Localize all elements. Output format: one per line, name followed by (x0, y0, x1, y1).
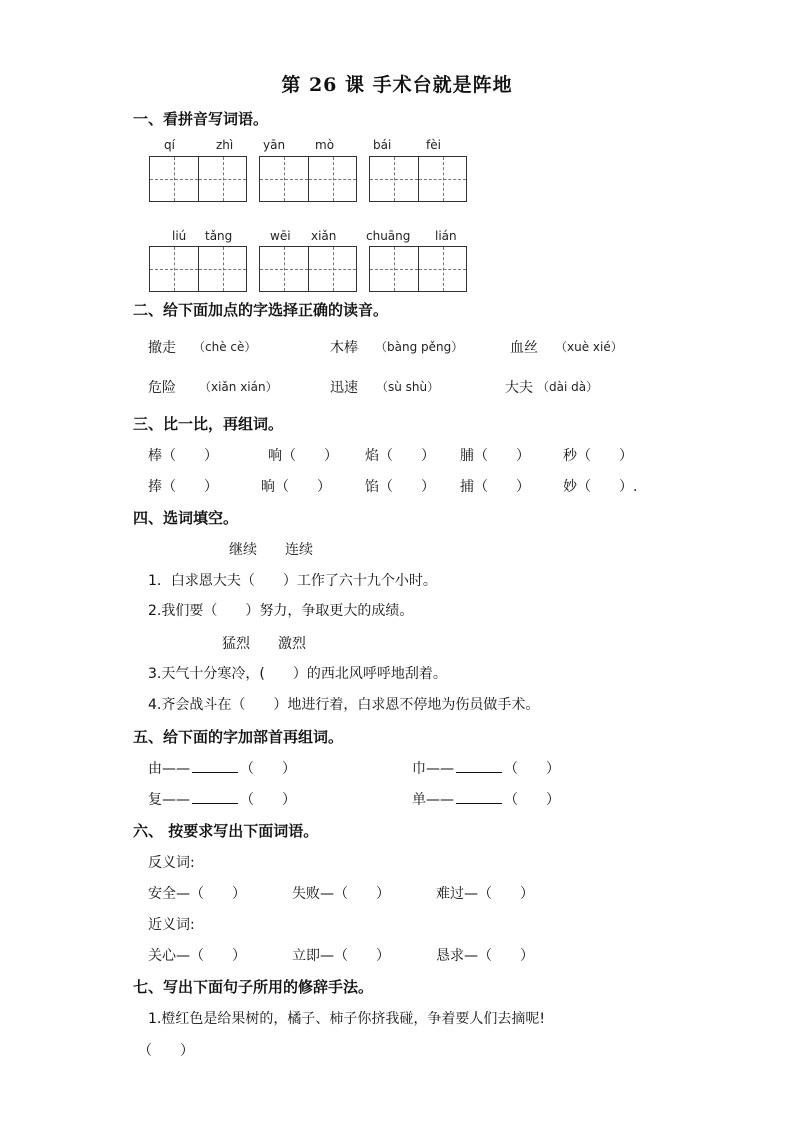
answer-paren[interactable]: （ ） (504, 761, 560, 777)
compare-item[interactable]: 脯（ ） (460, 448, 530, 464)
question[interactable]: 2.我们要（ ）努力，争取更大的成绩。 (148, 603, 414, 619)
section-2-heading: 二、给下面加点的字选择正确的读音。 (133, 301, 389, 319)
answer-paren[interactable]: （ ） (240, 792, 296, 808)
reading-word: 撤走 (148, 340, 176, 356)
compare-item[interactable]: 响（ ） (268, 448, 338, 464)
radical-item[interactable] (148, 789, 296, 809)
radical-item[interactable] (412, 789, 560, 809)
pinyin: bái (373, 138, 392, 152)
synonym-item[interactable]: 关心—（ ） (148, 948, 246, 964)
pinyin: tǎng (205, 229, 233, 243)
section-3-heading: 三、比一比，再组词。 (133, 415, 284, 433)
section-1-heading: 一、看拼音写词语。 (133, 110, 269, 128)
synonym-item[interactable]: 立即—（ ） (292, 948, 390, 964)
reading-word: 大夫 (505, 380, 533, 396)
question[interactable]: 1．白求恩大夫（ ）工作了六十九个小时。 (148, 573, 437, 589)
reading-word: 迅速 (330, 380, 358, 396)
antonym-label: 反义词: (148, 855, 195, 871)
pinyin: chuāng (366, 229, 411, 243)
answer-paren[interactable]: （ ） (138, 1043, 194, 1059)
radical-char: 单—— (412, 792, 454, 808)
pinyin: yān (263, 138, 286, 152)
compare-item[interactable]: 晌（ ） (261, 479, 331, 495)
section-5-heading: 五、给下面的字加部首再组词。 (133, 728, 344, 746)
question[interactable]: 4.齐会战斗在（ ）地进行着，白求恩不停地为伤员做手术。 (148, 697, 540, 713)
synonym-item[interactable]: 恳求—（ ） (436, 948, 534, 964)
compare-item[interactable]: 捕（ ） (460, 479, 530, 495)
radical-char: 巾—— (412, 761, 454, 777)
writing-grid[interactable] (369, 156, 467, 202)
radical-item[interactable] (412, 758, 560, 778)
word-choices: 猛烈 激烈 (222, 636, 306, 652)
compare-item[interactable]: 妙（ ）. (563, 479, 638, 495)
reading-word: 危险 (148, 380, 176, 396)
reading-options[interactable]: （sù shù） (376, 380, 440, 394)
answer-blank[interactable] (456, 789, 502, 804)
radical-char: 复—— (148, 792, 190, 808)
reading-options[interactable]: （dài dà） (537, 380, 599, 394)
antonym-item[interactable]: 失败—（ ） (292, 886, 390, 902)
question: 1.橙红色是给果树的，橘子、柿子你挤我碰，争着要人们去摘呢! (148, 1011, 545, 1027)
radical-item[interactable] (148, 758, 296, 778)
section-7-heading: 七、写出下面句子所用的修辞手法。 (133, 978, 374, 996)
writing-grid[interactable] (259, 156, 357, 202)
pinyin: zhì (216, 138, 234, 152)
reading-options[interactable]: （xuè xié） (555, 340, 623, 354)
reading-word: 血丝 (510, 340, 538, 356)
pinyin: liú (172, 229, 187, 243)
compare-item[interactable]: 捧（ ） (148, 479, 218, 495)
reading-options[interactable]: （bàng pěng） (375, 340, 464, 354)
answer-paren[interactable]: （ ） (504, 792, 560, 808)
antonym-item[interactable]: 难过—（ ） (436, 886, 534, 902)
pinyin: mò (315, 138, 335, 152)
answer-blank[interactable] (192, 789, 238, 804)
pinyin: fèi (426, 138, 441, 152)
writing-grid[interactable] (259, 246, 357, 292)
writing-grid[interactable] (149, 156, 247, 202)
compare-item[interactable]: 棒（ ） (148, 448, 218, 464)
reading-options[interactable]: （xiǎn xián） (199, 380, 278, 394)
pinyin: wēi (270, 229, 291, 243)
antonym-item[interactable]: 安全—（ ） (148, 886, 246, 902)
question[interactable]: 3.天气十分寒冷，( ）的西北风呼呼地刮着。 (148, 666, 447, 682)
compare-item[interactable]: 馅（ ） (365, 479, 435, 495)
radical-char: 由—— (148, 761, 190, 777)
reading-options[interactable]: （chè cè） (193, 340, 257, 354)
writing-grid[interactable] (149, 246, 247, 292)
section-6-heading: 六、 按要求写出下面词语。 (133, 822, 319, 840)
reading-word: 木棒 (330, 340, 358, 356)
compare-item[interactable]: 秒（ ） (563, 448, 633, 464)
word-choices: 继续 连续 (229, 542, 313, 558)
pinyin: qí (164, 138, 175, 152)
answer-blank[interactable] (192, 758, 238, 773)
page-title: 第 26 课 手术台就是阵地 (281, 74, 513, 96)
pinyin: lián (435, 229, 457, 243)
pinyin: xiǎn (311, 229, 337, 243)
answer-paren[interactable]: （ ） (240, 761, 296, 777)
synonym-label: 近义词: (148, 917, 195, 933)
writing-grid[interactable] (369, 246, 467, 292)
compare-item[interactable]: 焰（ ） (365, 448, 435, 464)
answer-blank[interactable] (456, 758, 502, 773)
section-4-heading: 四、选词填空。 (133, 509, 239, 527)
